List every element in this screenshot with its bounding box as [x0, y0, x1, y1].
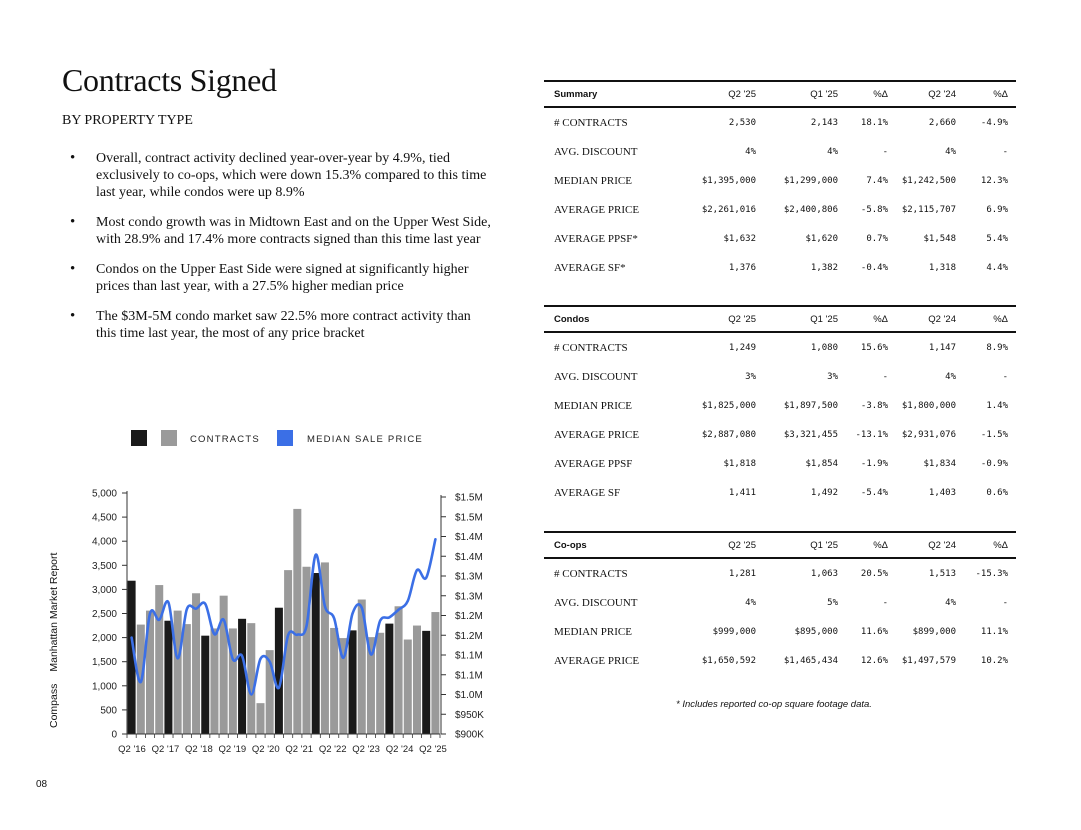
table-cell: -1.9% [860, 458, 888, 469]
row-label: # CONTRACTS [554, 341, 628, 354]
row-label: AVERAGE PPSF [554, 457, 633, 470]
table-cell: -4.9% [980, 117, 1008, 128]
contracts-bar [312, 573, 320, 734]
table-row [544, 588, 1016, 617]
table-cell: 5.4% [986, 233, 1008, 244]
right-axis-tick-label: $1.4M [455, 532, 483, 543]
table-cell: 3% [827, 371, 838, 382]
table-header-cell: %Δ [956, 306, 1016, 332]
table-cell: 18.1% [860, 117, 888, 128]
table-cell: 1,492 [810, 487, 838, 498]
contracts-bar [349, 630, 357, 734]
x-axis-tick-label: Q2 '18 [185, 744, 213, 755]
table-cell: $1,818 [723, 458, 756, 469]
right-axis-tick-label: $1.2M [455, 630, 483, 642]
table-header-cell: Summary [544, 81, 684, 107]
row-label: MEDIAN PRICE [554, 174, 632, 187]
table-cell: -0.9% [980, 458, 1008, 469]
row-label: AVERAGE PRICE [554, 428, 640, 441]
table-cell: $3,321,455 [783, 429, 838, 440]
left-axis-tick-label: 3,500 [91, 560, 117, 572]
table-header-cell: %Δ [838, 532, 888, 558]
right-axis-tick-label: $900K [455, 729, 484, 741]
table-cell: $1,632 [723, 233, 756, 244]
x-axis-tick-label: Q2 '19 [218, 744, 247, 755]
report-name: Manhattan Market Report [48, 552, 60, 672]
contracts-bar [247, 623, 255, 734]
left-axis-tick-label: 1,000 [91, 681, 117, 693]
left-axis-tick-label: 1,500 [91, 657, 117, 669]
row-label: # CONTRACTS [554, 567, 628, 580]
contracts-bar [395, 606, 403, 734]
table-cell: $1,497,579 [901, 655, 956, 666]
row-label: AVERAGE PRICE [554, 654, 640, 667]
table-cell: $1,620 [805, 233, 838, 244]
table-cell: - [882, 371, 888, 382]
table-header-cell: %Δ [838, 81, 888, 107]
row-label: AVERAGE PPSF* [554, 232, 638, 245]
table-row [544, 224, 1016, 253]
x-axis-tick-label: Q2 '24 [385, 744, 414, 755]
table-row [544, 391, 1016, 420]
table-row [544, 449, 1016, 478]
x-axis-tick-label: Q2 '21 [285, 744, 314, 755]
table-cell: 2,660 [928, 117, 956, 128]
table-row [544, 253, 1016, 282]
left-axis-tick-label: 4,500 [91, 512, 117, 524]
x-axis-tick-label: Q2 '25 [419, 744, 447, 755]
table-cell: 11.6% [860, 626, 888, 637]
right-axis-tick-label: $1.5M [455, 512, 483, 524]
row-label: AVERAGE SF* [554, 261, 626, 274]
table-cell: 1,080 [810, 342, 838, 353]
table-cell: 4% [745, 597, 756, 608]
table-cell: 1.4% [986, 400, 1008, 411]
left-axis-tick-label: 500 [100, 705, 117, 717]
footnote: * Includes reported co-op square footage data. [676, 699, 872, 710]
table-cell: 4% [745, 146, 756, 157]
contracts-bar [238, 619, 246, 734]
table-cell: 1,411 [728, 487, 756, 498]
x-axis-tick-label: Q2 '17 [151, 744, 180, 755]
contracts-bar [413, 626, 421, 734]
table-cell: 11.1% [980, 626, 1008, 637]
left-axis-tick-label: 0 [111, 729, 117, 741]
table-cell: $2,115,707 [901, 204, 956, 215]
table-cell: - [1002, 597, 1008, 608]
page-number: 08 [36, 779, 48, 790]
contracts-bar [210, 628, 218, 734]
table-cell: $2,400,806 [783, 204, 838, 215]
table-cell: 4% [945, 146, 956, 157]
contracts-bar [174, 611, 182, 734]
table-cell: 1,382 [810, 262, 838, 273]
table-cell: 1,147 [928, 342, 956, 353]
contracts-bar [330, 628, 338, 734]
right-axis-tick-label: $1.4M [455, 551, 483, 563]
page-subtitle: BY PROPERTY TYPE [62, 113, 193, 128]
table-header-cell: Q1 '25 [756, 532, 838, 558]
table-cell: 2,143 [810, 117, 838, 128]
right-axis-tick-label: $1.3M [455, 571, 483, 583]
x-axis-tick-label: Q2 '23 [352, 744, 380, 755]
row-label: MEDIAN PRICE [554, 625, 632, 638]
contracts-bar [155, 585, 163, 734]
left-axis-tick-label: 2,500 [91, 609, 117, 620]
table-cell: 3% [745, 371, 756, 382]
table-cell: $1,650,592 [701, 655, 756, 666]
table-cell: 1,249 [728, 342, 756, 353]
contracts-bar [164, 621, 172, 734]
contracts-bar [183, 624, 191, 734]
key-point: • The $3M-5M condo market saw 22.5% more contract activity than this time last year, the most of any price bracket [62, 308, 492, 342]
contracts-bar [256, 703, 264, 734]
table-cell: 12.6% [860, 655, 888, 666]
table-cell: $1,299,000 [783, 175, 838, 186]
row-label: AVERAGE SF [554, 486, 621, 499]
right-axis-tick-label: $1.1M [455, 670, 483, 682]
left-axis-tick-label: 3,000 [91, 584, 117, 596]
key-point: • Overall, contract activity declined year-over-year by 4.9%, tied exclusively to co-ops, which were down 15.3% compared to this time last year, while condos were up 8.9% [62, 150, 492, 201]
table-cell: $1,548 [923, 233, 956, 244]
table-cell: $899,000 [912, 626, 956, 637]
table-cell: -0.4% [860, 262, 888, 273]
table-header-row [544, 81, 1016, 107]
table-cell: $1,825,000 [701, 400, 756, 411]
table-header-cell: Co-ops [544, 532, 684, 558]
table-cell: 4% [945, 597, 956, 608]
x-axis-tick-label: Q2 '16 [118, 744, 146, 755]
table-header-row [544, 532, 1016, 558]
table-header-cell: Q2 '24 [888, 81, 956, 107]
table-cell: $2,887,080 [701, 429, 756, 440]
table-cell: 1,376 [728, 262, 756, 273]
table-cell: $999,000 [712, 626, 756, 637]
table-cell: $1,395,000 [701, 175, 756, 186]
contracts-bar [385, 624, 393, 734]
x-axis-tick-label: Q2 '22 [318, 744, 347, 755]
table-header-cell: Q2 '24 [888, 532, 956, 558]
table-header-cell: Q2 '25 [684, 306, 756, 332]
table-header-cell: Condos [544, 306, 684, 332]
contracts-bar [293, 509, 301, 734]
table-header-cell: Q2 '25 [684, 532, 756, 558]
page-title: Contracts Signed [62, 62, 277, 98]
left-axis-tick-label: 2,000 [91, 633, 117, 645]
table-cell: 1,281 [728, 568, 756, 579]
table-cell: 0.7% [866, 233, 888, 244]
key-point: • Most condo growth was in Midtown East and on the Upper West Side, with 28.9% and 17.4% more contracts signed than this time last year [62, 214, 492, 248]
table-row [544, 362, 1016, 391]
left-axis-tick-label: 5,000 [91, 488, 117, 500]
table-header-cell: Q1 '25 [756, 306, 838, 332]
table-row [544, 166, 1016, 195]
right-axis-tick-label: $1.5M [455, 492, 483, 504]
row-label: AVERAGE PRICE [554, 203, 640, 216]
summary-table [544, 80, 1016, 282]
table-cell: $2,261,016 [701, 204, 756, 215]
table-cell: - [882, 597, 888, 608]
table-row [544, 420, 1016, 449]
table-row [544, 137, 1016, 166]
table-cell: - [1002, 146, 1008, 157]
contracts-bar [220, 596, 228, 734]
table-row [544, 478, 1016, 507]
table-cell: 4% [945, 371, 956, 382]
condos-table [544, 305, 1016, 507]
table-cell: $1,800,000 [901, 400, 956, 411]
table-cell: 5% [827, 597, 838, 608]
table-cell: 8.9% [986, 342, 1008, 353]
table-cell: $2,931,076 [901, 429, 956, 440]
table-row [544, 646, 1016, 675]
table-cell: -13.1% [855, 429, 888, 440]
table-cell: $1,465,434 [783, 655, 838, 666]
right-axis-tick-label: $1.1M [455, 650, 483, 662]
contracts-bar [404, 640, 412, 734]
table-cell: 0.6% [986, 487, 1008, 498]
table-row [544, 107, 1016, 137]
row-label: MEDIAN PRICE [554, 399, 632, 412]
table-header-cell: %Δ [838, 306, 888, 332]
table-header-cell: Q1 '25 [756, 81, 838, 107]
table-cell: -3.8% [860, 400, 888, 411]
table-header-row [544, 306, 1016, 332]
contracts-bar [201, 636, 209, 734]
contracts-bar [431, 612, 439, 734]
table-row [544, 617, 1016, 646]
right-axis-tick-label: $1.2M [455, 611, 483, 622]
table-row [544, 558, 1016, 588]
table-header-cell: %Δ [956, 81, 1016, 107]
table-cell: $1,834 [923, 458, 956, 469]
table-cell: 12.3% [980, 175, 1008, 186]
contracts-bar [422, 631, 430, 734]
right-axis-tick-label: $950K [455, 709, 484, 721]
side-label [48, 553, 60, 728]
table-cell: 1,513 [928, 568, 956, 579]
table-cell: 1,063 [810, 568, 838, 579]
row-label: AVG. DISCOUNT [554, 145, 638, 158]
table-cell: -5.4% [860, 487, 888, 498]
table-row [544, 332, 1016, 362]
table-cell: 10.2% [980, 655, 1008, 666]
table-cell: -1.5% [980, 429, 1008, 440]
table-cell: - [1002, 371, 1008, 382]
right-axis-tick-label: $1.0M [455, 690, 483, 701]
right-axis-tick-label: $1.3M [455, 591, 483, 603]
coops-table [544, 531, 1016, 675]
table-cell: $1,242,500 [901, 175, 956, 186]
table-cell: 1,403 [928, 487, 956, 498]
x-axis-tick-label: Q2 '20 [251, 744, 280, 755]
table-cell: $895,000 [794, 626, 838, 637]
legend-contracts-label: CONTRACTS [190, 434, 260, 445]
table-cell: 7.4% [866, 175, 888, 186]
table-cell: 6.9% [986, 204, 1008, 215]
contracts-bar [192, 593, 200, 734]
row-label: AVG. DISCOUNT [554, 596, 638, 609]
left-axis-tick-label: 4,000 [91, 536, 117, 548]
table-cell: - [882, 146, 888, 157]
table-cell: 20.5% [860, 568, 888, 579]
key-point: • Condos on the Upper East Side were signed at significantly higher prices than last year, with a 27.5% higher median price [62, 261, 492, 295]
table-cell: $1,854 [805, 458, 838, 469]
legend-median-label: MEDIAN SALE PRICE [307, 434, 423, 445]
table-cell: 4% [827, 146, 838, 157]
table-header-cell: Q2 '24 [888, 306, 956, 332]
table-cell: -15.3% [975, 568, 1008, 579]
table-cell: 1,318 [928, 262, 956, 273]
contracts-bar [376, 633, 384, 734]
table-cell: 15.6% [860, 342, 888, 353]
table-cell: 4.4% [986, 262, 1008, 273]
table-cell: 2,530 [728, 117, 756, 128]
table-cell: -5.8% [860, 204, 888, 215]
table-row [544, 195, 1016, 224]
row-label: # CONTRACTS [554, 116, 628, 129]
table-header-cell: %Δ [956, 532, 1016, 558]
brand-name: Compass [48, 683, 60, 728]
table-cell: $1,897,500 [783, 400, 838, 411]
row-label: AVG. DISCOUNT [554, 370, 638, 383]
table-header-cell: Q2 '25 [684, 81, 756, 107]
